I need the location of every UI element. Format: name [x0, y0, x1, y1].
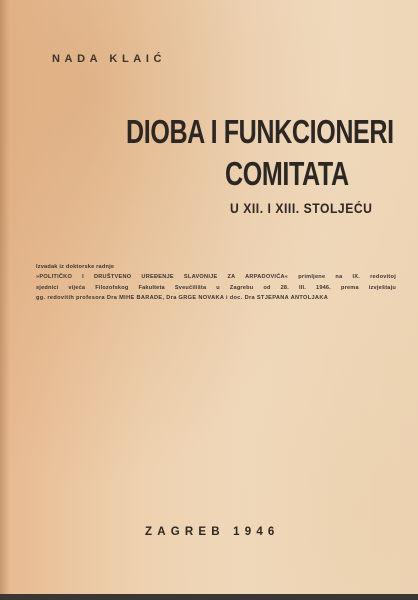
paper-edge-shading — [0, 0, 10, 600]
note-line-2: »POLITIČKO I DRUŠTVENO UREĐENJE SLAVONIJE ZA ARPADOVIĆA« primljene na IX. redovitoj — [36, 274, 396, 281]
bottom-border — [0, 594, 418, 600]
imprint: ZAGREB 1946 — [145, 526, 280, 538]
title-line-1: DIOBA I FUNKCIONERI — [126, 113, 394, 150]
subtitle: U XII. I XIII. STOLJEĆU — [230, 201, 373, 216]
title-line-2: COMITATA — [225, 155, 349, 192]
note-line-4: gg. redovitih profesora Dra MIHE BARADE, Dra GRGE NOVAKA i doc. Dra STJEPANA ANTOLJAKA — [36, 295, 329, 302]
author-name: NADA KLAIĆ — [52, 53, 167, 65]
note-line-1: Izvadak iz doktorske radnje — [36, 264, 115, 270]
note-line-3: sjednici vijeća Filozofskog Fakulteta Sveučilišta u Zagrebu od 28. III. 1946. prema izvještaju — [36, 284, 396, 291]
dissertation-note — [36, 262, 396, 304]
